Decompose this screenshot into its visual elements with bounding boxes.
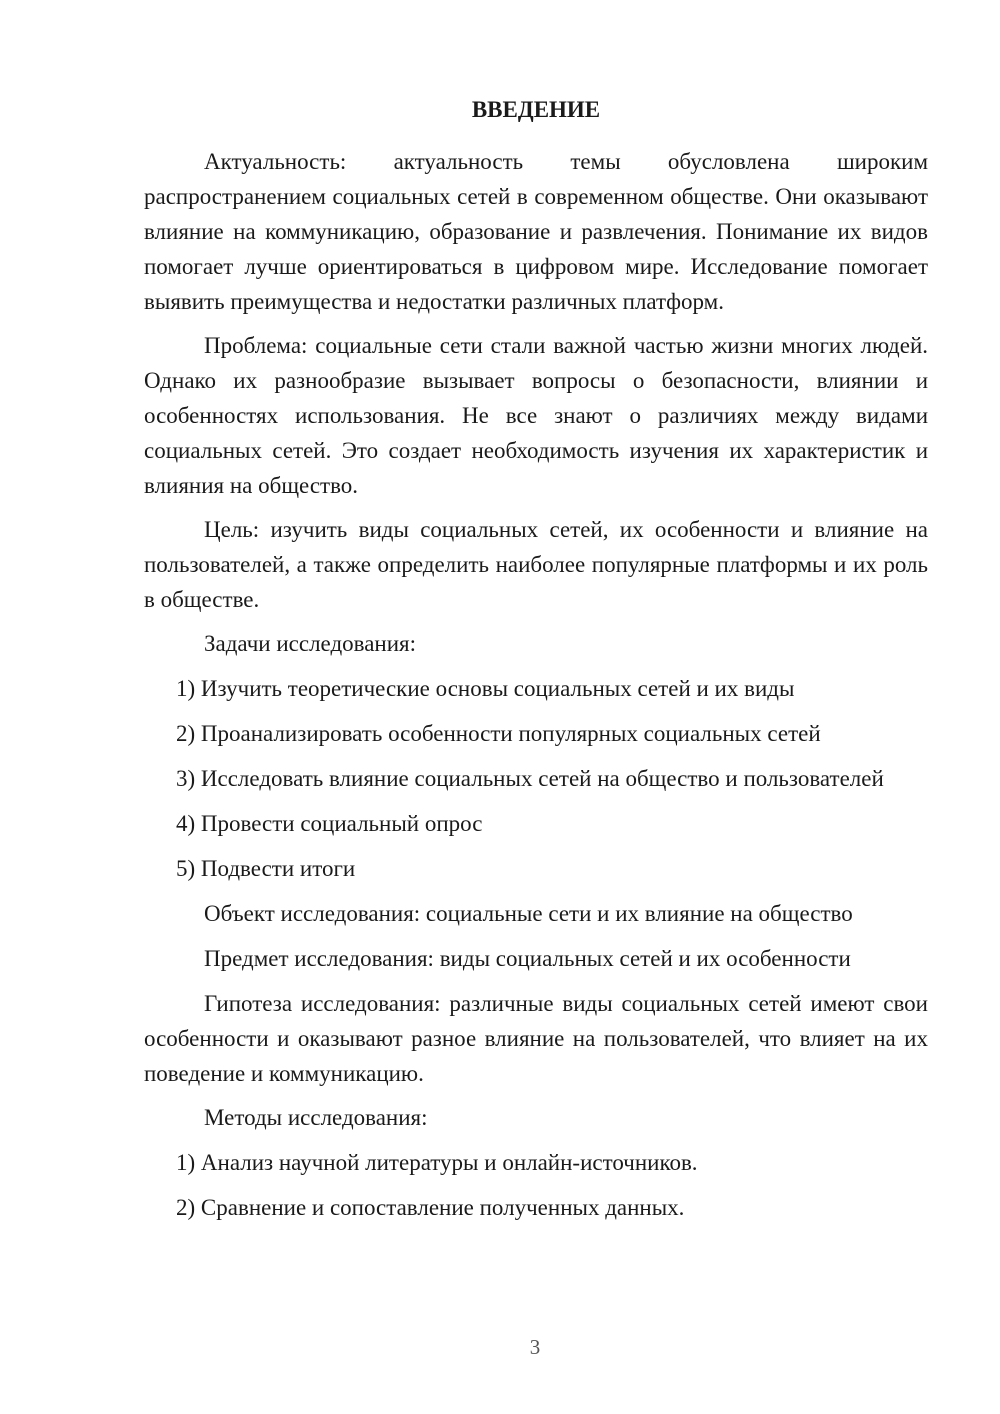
page-title: ВВЕДЕНИЕ [471, 97, 601, 122]
relevance-paragraph: Актуальность: актуальность темы обусловлена широким распространением социальных сетей в современном обществе. Они оказывают влияние на коммуникацию, образование и развлечения. Понимание их видов помогает лучше ориентироваться в цифровом мире. Исследование помогает выявить преимущества и недостатки различных платформ. [144, 149, 928, 314]
method-item: 1) Анализ научной литературы и онлайн-источников. [176, 1150, 698, 1175]
problem-paragraph: Проблема: социальные сети стали важной частью жизни многих людей. Однако их разнообразие вызывает вопросы о безопасности, влиянии и особенностях использования. Не все знают о различиях между видами социальных сетей. Это создает необходимость изучения их характеристик и влияния на общество. [144, 333, 928, 498]
method-item: 2) Сравнение и сопоставление полученных данных. [176, 1195, 685, 1220]
task-item: 2) Проанализировать особенности популярных социальных сетей [176, 721, 821, 746]
methods-heading: Методы исследования: [204, 1105, 428, 1130]
tasks-heading: Задачи исследования: [204, 631, 417, 656]
goal-paragraph: Цель: изучить виды социальных сетей, их особенности и влияние на пользователей, а также определить наиболее популярные платформы и их роль в обществе. [144, 517, 928, 612]
hypothesis-paragraph: Гипотеза исследования: различные виды социальных сетей имеют свои особенности и оказывают разное влияние на пользователей, что влияет на их поведение и коммуникацию. [144, 991, 928, 1086]
task-item: 1) Изучить теоретические основы социальных сетей и их виды [176, 676, 795, 701]
task-item: 5) Подвести итоги [176, 856, 356, 881]
task-item: 3) Исследовать влияние социальных сетей на общество и пользователей [176, 766, 884, 791]
research-subject: Предмет исследования: виды социальных сетей и их особенности [204, 946, 851, 971]
page-number: 3 [529, 1335, 541, 1359]
research-object: Объект исследования: социальные сети и их влияние на общество [204, 901, 853, 926]
task-item: 4) Провести социальный опрос [176, 811, 483, 836]
page-content [144, 92, 928, 1235]
